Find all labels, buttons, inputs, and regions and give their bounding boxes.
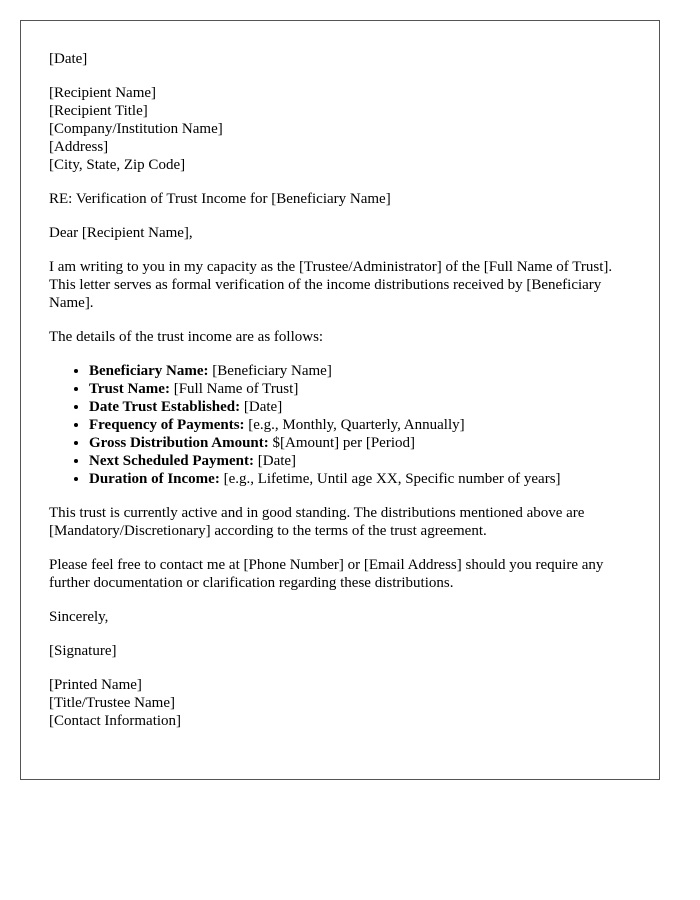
recipient-city-state-zip: [City, State, Zip Code] xyxy=(49,157,186,173)
details-intro: The details of the trust income are as follows: xyxy=(49,329,324,345)
sender-title: [Title/Trustee Name] xyxy=(49,695,175,711)
signature: [Signature] xyxy=(49,643,117,659)
sender-printed-name: [Printed Name] xyxy=(49,677,142,693)
detail-value: [Beneficiary Name] xyxy=(212,363,332,379)
sender-block xyxy=(49,676,639,730)
detail-label: Frequency of Payments: xyxy=(89,417,245,433)
recipient-address: [Address] xyxy=(49,139,109,155)
detail-label: Date Trust Established: xyxy=(89,399,241,415)
detail-value: [e.g., Lifetime, Until age XX, Specific number of years] xyxy=(223,471,561,487)
salutation: Dear [Recipient Name], xyxy=(49,225,193,241)
status-paragraph: This trust is currently active and in good standing. The distributions mentioned above are [Mandatory/Discretionary] according to the terms of the trust agreement. xyxy=(49,505,585,539)
detail-label: Gross Distribution Amount: xyxy=(89,435,269,451)
recipient-title: [Recipient Title] xyxy=(49,103,148,119)
detail-value: [e.g., Monthly, Quarterly, Annually] xyxy=(248,417,465,433)
recipient-company: [Company/Institution Name] xyxy=(49,121,223,137)
list-item xyxy=(89,470,639,488)
detail-value: [Date] xyxy=(257,453,297,469)
detail-value: [Full Name of Trust] xyxy=(173,381,299,397)
contact-paragraph: Please feel free to contact me at [Phone Number] or [Email Address] should you require any further documentation or clarification regarding these distributions. xyxy=(49,557,604,591)
list-item xyxy=(89,416,639,434)
letter-body xyxy=(49,50,639,730)
list-item xyxy=(89,380,639,398)
detail-value: [Date] xyxy=(243,399,283,415)
intro-paragraph: I am writing to you in my capacity as the [Trustee/Administrator] of the [Full Name of Trust]. This letter serves as formal verification of the income distributions received by [Beneficiary Name]. xyxy=(49,259,613,311)
detail-label: Trust Name: xyxy=(89,381,170,397)
detail-label: Beneficiary Name: xyxy=(89,363,209,379)
recipient-name: [Recipient Name] xyxy=(49,85,157,101)
detail-label: Next Scheduled Payment: xyxy=(89,453,254,469)
sender-contact: [Contact Information] xyxy=(49,713,182,729)
list-item xyxy=(89,434,639,452)
detail-label: Duration of Income: xyxy=(89,471,220,487)
detail-value: $[Amount] per [Period] xyxy=(272,435,415,451)
trust-details-list xyxy=(49,362,639,488)
recipient-block xyxy=(49,84,639,174)
list-item xyxy=(89,452,639,470)
closing: Sincerely, xyxy=(49,609,109,625)
list-item xyxy=(89,398,639,416)
letter-page xyxy=(20,20,660,780)
letter-date: [Date] xyxy=(49,51,88,67)
subject-line: RE: Verification of Trust Income for [Beneficiary Name] xyxy=(49,191,391,207)
list-item xyxy=(89,362,639,380)
